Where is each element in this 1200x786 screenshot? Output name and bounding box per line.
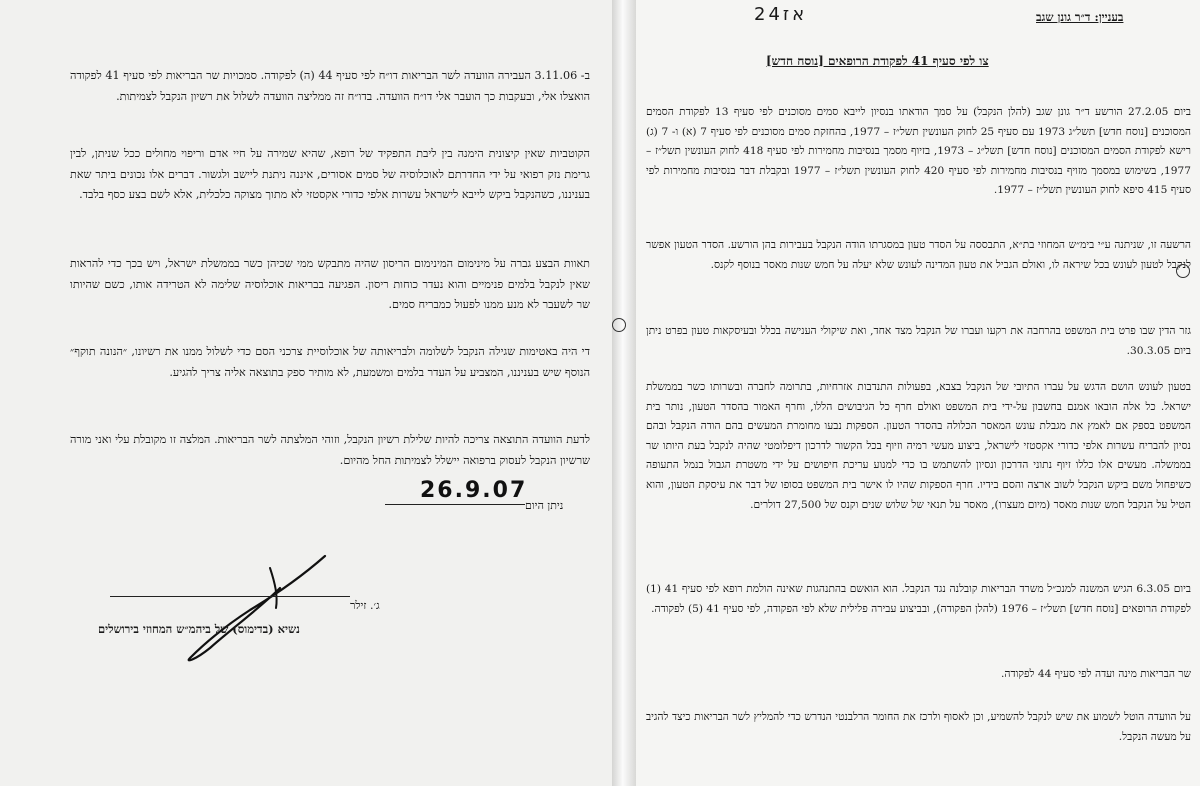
- date-label: ניתן היום: [525, 499, 564, 512]
- paragraph: תאוות הבצע גברה על מינימום המינימום הריסון שהיה מתבקש ממי שכיהן כשר בממשלת ישראל, ויש בכך כדי להראות שאין לנקבל בלמים פנימיים והוא נעדר כוחות ריסון. הפגיעה בבריאות אוכלוסיה שלימה לא הטרידה אותו, כשם שהיותו שר לשעבר לא מנע ממנו לפעול כמבריח סמים.: [70, 257, 590, 311]
- paragraph: ביום 6.3.05 הגיש המשנה למנכ״ל משרד הבריאות קובלנה נגד הנקבל. הוא הואשם בהתנהגות שאינה הולמת רופא לפי סעיף 41 (1) לפקודת הרופאים [נוסח חדש] תשל״ז – 1976 (להלן הפקודה), ובביצוע עבירה פלילית שלא לפי הפקודה, לפי סעיף 41 (5) לפקודה.: [646, 583, 1191, 615]
- binder-hole-icon: [612, 318, 626, 332]
- binder-hole-icon: [1176, 264, 1190, 278]
- paragraph: שר הבריאות מינה ועדה לפי סעיף 44 לפקודה.: [1001, 668, 1191, 680]
- signer-name: ג׳. זילר: [350, 599, 380, 612]
- handwritten-date: 26.9.07: [420, 478, 528, 503]
- document-title: צו לפי סעיף 41 לפקודת הרופאים [נוסח חדש]: [766, 54, 989, 68]
- handwritten-number: אז24: [754, 4, 808, 25]
- paragraph: גזר הדין שבו פרט בית המשפט בהרחבה את רקעו ועברו של הנקבל מצד אחד, ואת שיקולי הענישה בכלל ובעיסקאות טעון בפרט ניתן ביום 30.3.05.: [646, 325, 1191, 357]
- paragraph: על הוועדה הוטל לשמוע את שיש לנקבל להשמיע, וכן לאסוף ולרכז את החומר הרלבנטי הנדרש כדי להמליץ לשר הבריאות כיצד להגיב על מעשה הנקבל.: [646, 711, 1191, 743]
- paragraph: הקוטביות שאין קיצונית הימנה בין ליבת התפקיד של רופא, שהיא שמירה על חיי אדם וריפוי מחולים ככל שניתן, לבין גרימת נזק רפואי על ידי החדרתם לאוכלוסיה של סמים אסורים, איננה ניתנת ליישב ולגשור. דברים אלו נכונים ביתר שאת בעניננו, כשהנקבל ביקש לייבא לישראל עשרות אלפי כדורי אקסטזי לא מתוך מצוקה כלכלית, אלא לשם בצע כסף בלבד.: [70, 147, 590, 201]
- paragraph: בטעון לעונש הושם הדגש על עברו התיובי של הנקבל בצבא, בפעולות התנדבות אזרחיות, בתרומה לחברה ובשרותו כשר בממשלת ישראל. כל אלה הובאו אמנם בחשבון על-ידי בית המשפט ואולם חרף כל הגיבושים הללו, וחרף האמור בהסדר הטעון, נותר בית המשפט בספק אם לאמץ את מגבלת עונש המאסר הכלולה בהסדר הטעון. הספקות נבעו מחומרת המעשים בהם הודה הנקבל ובהם נסיון להבריח עשרות אלפי כדורי אקסטזי לישראל, ביצוע מעשי רמיה וזיוף בכל הקשור לדרכון דיפלומטי שהיה לנקבל בעת היותו שר בממשלה. מעשים אלו כללו זיוף נתוני הדרכון ונסיון להשתמש בו כדי למנוע עריכת חיפושים על ידי משטרת הגבול בנמל התעופה כשיפחול משם ביקש הנקבל לשוב ארצה והסם בידיו. חרף הספקות שהיו לו אישר בית המשפט בסופו של דבר את עיסקת הטעון, והוא הטיל על הנקבל חמש שנות מאסר (מיום מעצרו), מאסר על תנאי של שלוש שנים וקנס של 27,500 דולרים.: [646, 381, 1191, 511]
- signer-title: נשיא (בדימוס) של ביהמ״ש המחוזי בירושלים: [98, 622, 300, 636]
- signature-mark: [150, 548, 350, 668]
- paragraph: ביום 27.2.05 הורשע ד״ר גונן שגב (להלן הנקבל) על סמך הודאתו בנסיון לייבא סמים מסוכנים לפי סעיף 13 לפקודת הסמים המסוכנים [נוסח חדש] תשל״ג 1973 עם סעיף 25 לחוק העונשין תשל״ז – 1977, בהחזקת סמים מסוכנים לפי סעיף 7 (א) ו- 7 (ג) רישא לפקודת הסמים המסוכנים [נוסח חדש] תשל״ג – 1973, בזיוף מסמך בנסיבות מחמירות לפי סעיף 418 לחוק העונשין תשל״ז – 1977, בשימוש במסמך מזויף בנסיבות מחמירות לפי סעיף 420 לחוק העונשין תשל״ז – 1977 ובקבלת דבר בנסיבות מחמירות לפי סעיף 415 סיפא לחוק העונשין תשל״ז – 1977.: [646, 106, 1192, 197]
- subject-line: בעניין: ד״ר גונן שגב: [1036, 10, 1124, 24]
- paragraph: ב- 3.11.06 העבירה הוועדה לשר הבריאות דו״ח לפי סעיף 44 (ה) לפקודה. סמכויות שר הבריאות לפי סעיף 41 לפקודה הואצלו אלי, ובעקבות כך הועבר אלי דו״ח הוועדה. בדו״ח זה ממליצה הוועדה לשלול את רשיון הנקבל לצמיתות.: [70, 69, 590, 103]
- paragraph: הרשעה זו, שניתנה ע״י בימ״ש המחוזי בת״א, התבססה על הסדר טעון במסגרתו הודה הנקבל בעבירות בהן הורשע. הסדר הטעון אפשר לנקבל לטעון לעונש בכל שיראה לו, ואולם הגביל את טעון המדינה לעונש שלא יעלה על חמש שנות מאסר בנוסף לקנס.: [646, 239, 1191, 271]
- right-page: [636, 0, 1200, 786]
- paragraph: די היה באטימות שגילה הנקבל לשלומה ולבריאותה של אוכלוסיית צרכני הסם כדי לשלול ממנו את רשיונו, ״הנונה תוקף״ הנוסף שיש בעניננו, המצביע על העדר בלמים ומשמעת, לא מותיר ספק בתוצאה אליה צריך להגיע.: [70, 345, 590, 379]
- page-gutter: [612, 0, 636, 786]
- date-line: [385, 504, 525, 505]
- signature-line: [110, 596, 350, 597]
- paragraph: לדעת הוועדה התוצאה צריכה להיות שלילת רשיון הנקבל, וזוהי המלצתה לשר הבריאות. המלצה זו מקובלת עלי ואני מורה שרשיון הנקבל לעסוק ברפואה יישלל לצמיתות החל מהיום.: [70, 433, 590, 467]
